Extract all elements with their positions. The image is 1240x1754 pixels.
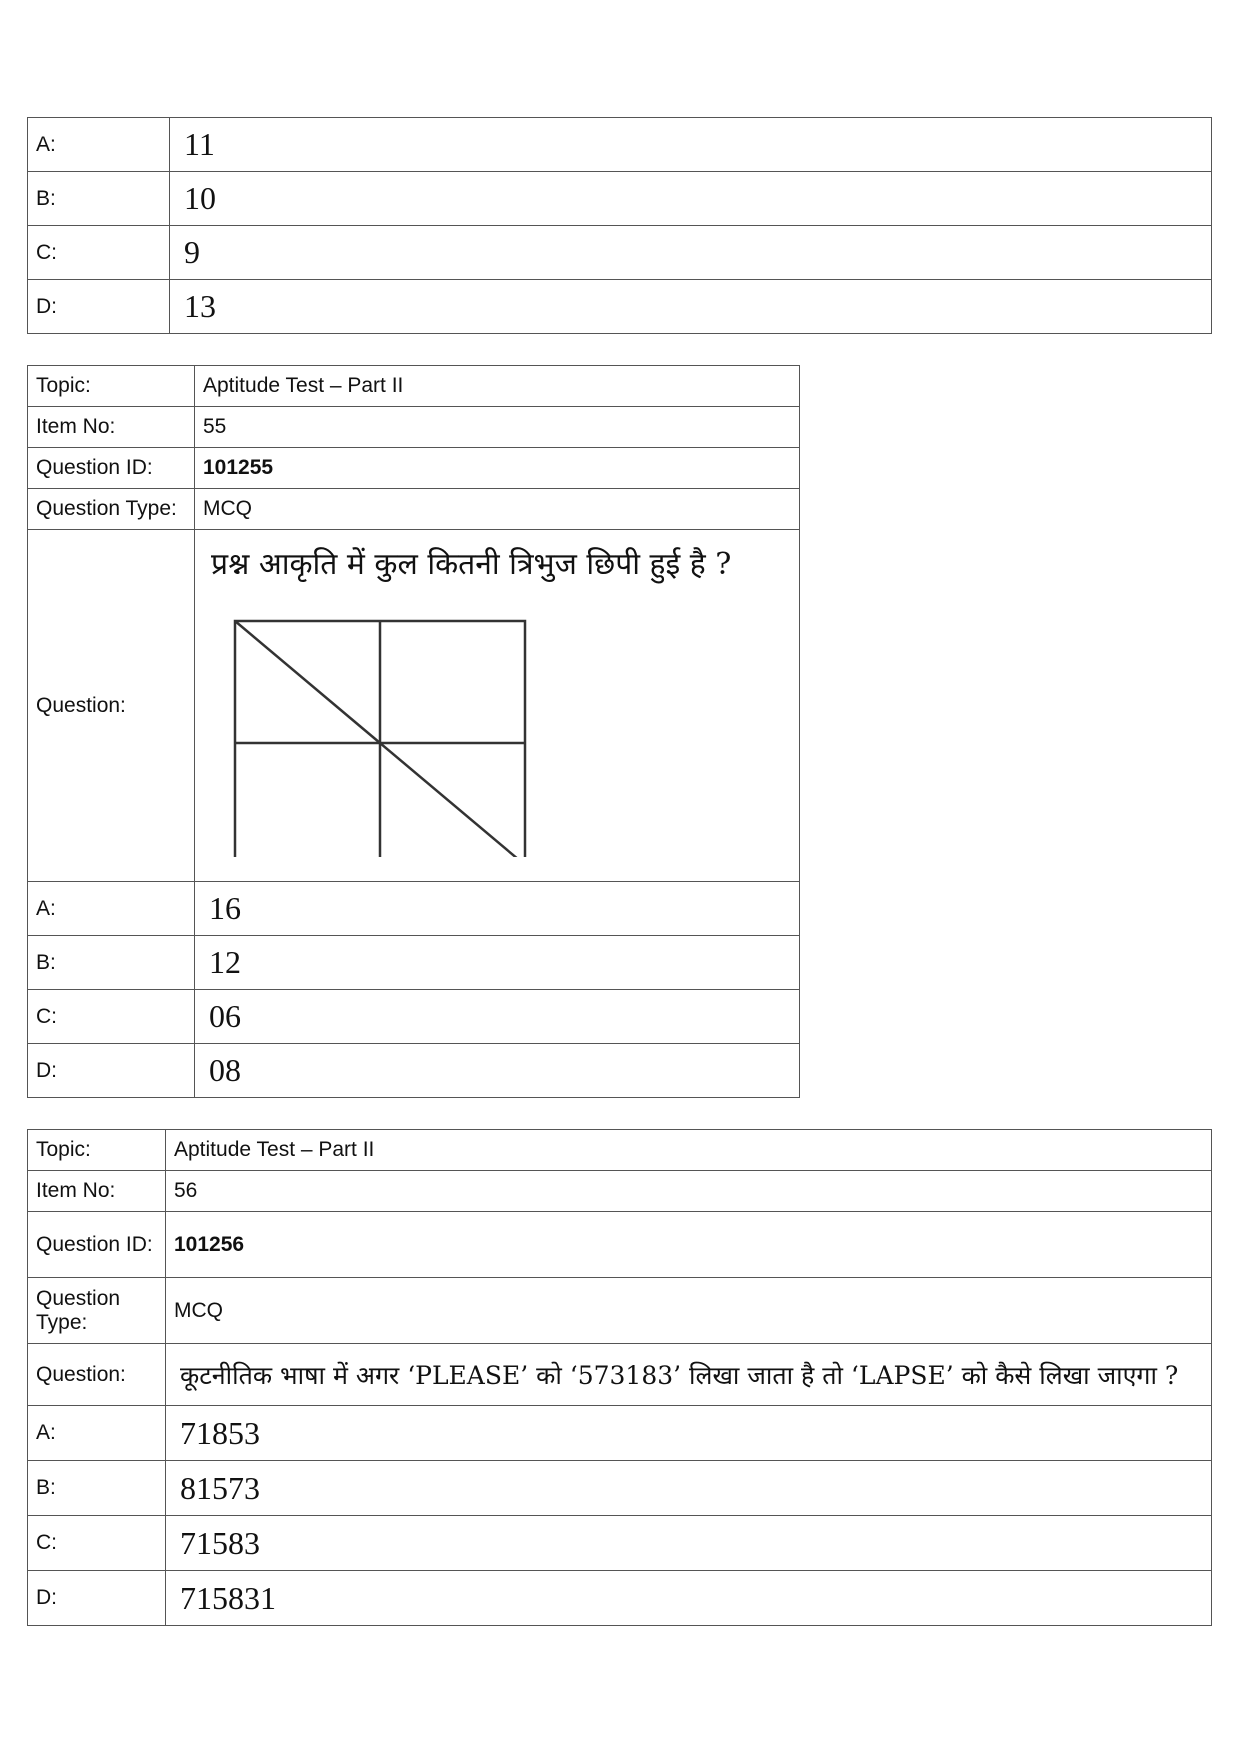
item-no-label: Item No: — [28, 407, 195, 448]
topic-row — [28, 366, 800, 407]
question-id-row — [28, 1212, 1212, 1278]
question-id-row — [28, 448, 800, 489]
option-row — [28, 1461, 1212, 1516]
option-label: D: — [28, 280, 170, 334]
option-value: 71853 — [166, 1406, 1212, 1461]
option-value: 06 — [195, 990, 800, 1044]
question-content — [166, 1344, 1212, 1406]
option-value: 13 — [170, 280, 1212, 334]
option-label: B: — [28, 172, 170, 226]
question-type-row — [28, 1278, 1212, 1344]
question-id-label: Question ID: — [28, 448, 195, 489]
option-label: B: — [28, 936, 195, 990]
item-no-row — [28, 1171, 1212, 1212]
option-row — [28, 1516, 1212, 1571]
question-id-value: 101255 — [195, 448, 800, 489]
option-row — [28, 990, 800, 1044]
option-value: 10 — [170, 172, 1212, 226]
option-row — [28, 280, 1212, 334]
option-label: A: — [28, 1406, 166, 1461]
option-row — [28, 226, 1212, 280]
option-value: 16 — [195, 882, 800, 936]
option-value: 715831 — [166, 1571, 1212, 1626]
previous-question-options-table — [27, 117, 1212, 334]
option-label: B: — [28, 1461, 166, 1516]
question-55-table — [27, 365, 800, 1098]
question-type-label: Question Type: — [28, 1278, 166, 1344]
option-value: 11 — [170, 118, 1212, 172]
option-label: C: — [28, 1516, 166, 1571]
option-row — [28, 172, 1212, 226]
option-label: A: — [28, 882, 195, 936]
item-no-value: 56 — [166, 1171, 1212, 1212]
topic-value: Aptitude Test – Part II — [195, 366, 800, 407]
option-label: C: — [28, 990, 195, 1044]
question-type-row — [28, 489, 800, 530]
question-id-value: 101256 — [166, 1212, 1212, 1278]
option-row — [28, 1406, 1212, 1461]
option-label: D: — [28, 1571, 166, 1626]
question-label: Question: — [28, 530, 195, 882]
option-row — [28, 1044, 800, 1098]
question-type-value: MCQ — [195, 489, 800, 530]
topic-row — [28, 1130, 1212, 1171]
topic-label: Topic: — [28, 366, 195, 407]
option-row — [28, 1571, 1212, 1626]
question-row — [28, 530, 800, 882]
option-value: 71583 — [166, 1516, 1212, 1571]
option-value: 08 — [195, 1044, 800, 1098]
option-row — [28, 882, 800, 936]
option-value: 81573 — [166, 1461, 1212, 1516]
option-value: 12 — [195, 936, 800, 990]
item-no-label: Item No: — [28, 1171, 166, 1212]
option-label: C: — [28, 226, 170, 280]
option-label: A: — [28, 118, 170, 172]
question-text: कूटनीतिक भाषा में अगर ‘PLEASE’ को ‘573183’ लिखा जाता है तो ‘LAPSE’ को कैसे लिखा जाएगा ? — [180, 1360, 1179, 1390]
question-type-value: MCQ — [166, 1278, 1212, 1344]
question-label: Question: — [28, 1344, 166, 1406]
option-label: D: — [28, 1044, 195, 1098]
question-type-label: Question Type: — [28, 489, 195, 530]
question-content — [195, 530, 800, 882]
question-text: प्रश्न आकृति में कुल कितनी त्रिभुज छिपी हुई है ? — [211, 547, 732, 582]
option-row — [28, 118, 1212, 172]
item-no-row — [28, 407, 800, 448]
question-56-table — [27, 1129, 1212, 1626]
option-value: 9 — [170, 226, 1212, 280]
item-no-value: 55 — [195, 407, 800, 448]
option-row — [28, 936, 800, 990]
question-id-label: Question ID: — [28, 1212, 166, 1278]
triangle-figure — [209, 597, 539, 857]
topic-label: Topic: — [28, 1130, 166, 1171]
topic-value: Aptitude Test – Part II — [166, 1130, 1212, 1171]
question-row — [28, 1344, 1212, 1406]
